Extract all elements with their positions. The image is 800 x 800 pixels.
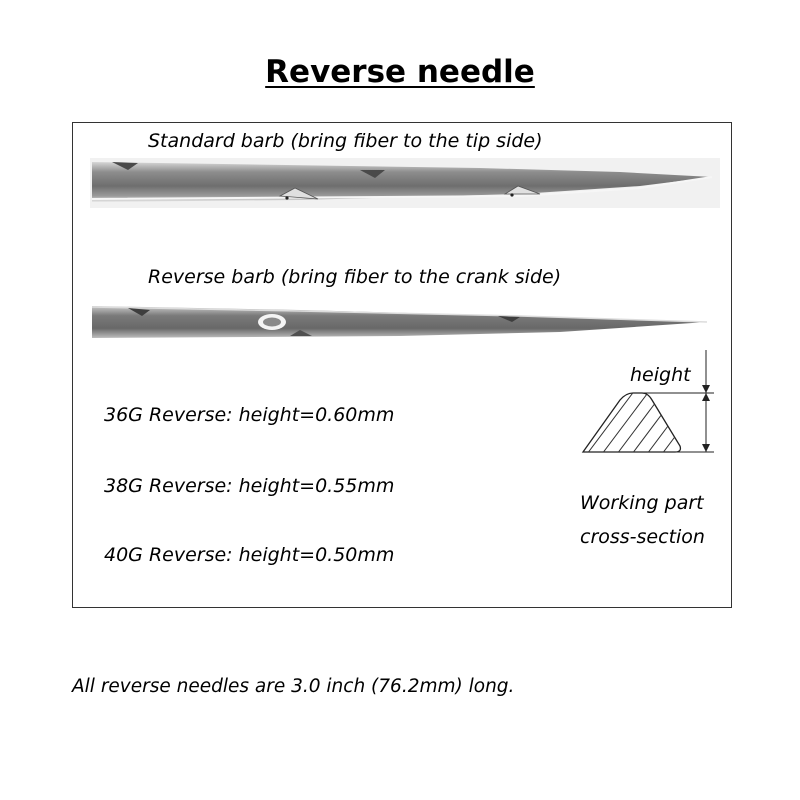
- reverse-barb-label: Reverse barb (bring fiber to the crank side): [148, 266, 562, 288]
- cross-section-caption-line2: cross-section: [580, 526, 705, 548]
- spec-40g: 40G Reverse: height=0.50mm: [104, 544, 395, 566]
- height-label: height: [630, 364, 691, 386]
- spec-36g: 36G Reverse: height=0.60mm: [104, 404, 395, 426]
- spec-38g: 38G Reverse: height=0.55mm: [104, 475, 395, 497]
- standard-barb-label: Standard barb (bring fiber to the tip side): [148, 130, 543, 152]
- cross-section-caption-line1: Working part: [580, 492, 704, 514]
- needle-length-note: All reverse needles are 3.0 inch (76.2mm) long.: [72, 676, 515, 697]
- page-title: Reverse needle: [265, 54, 535, 90]
